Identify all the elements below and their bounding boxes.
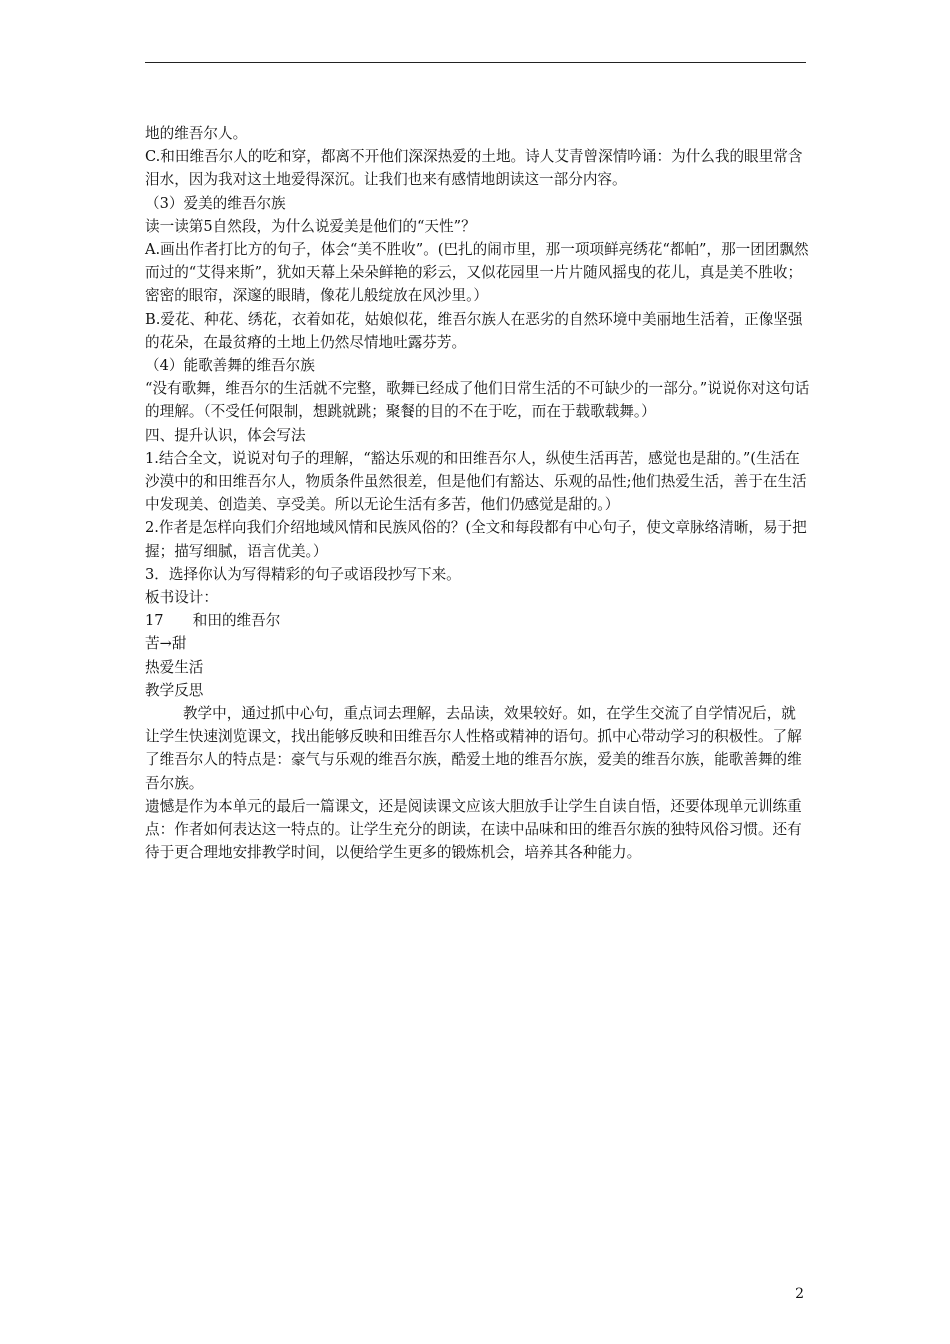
section-heading-4: （4）能歌善舞的维吾尔族 — [145, 357, 315, 375]
paragraph-item-3: 3．选择你认为写得精彩的句子或语段抄写下来。 — [145, 565, 461, 583]
document-body — [145, 122, 810, 865]
section-heading-3: （3）爱美的维吾尔族 — [145, 194, 286, 212]
paragraph-item-2: 2.作者是怎样向我们介绍地域风情和民族风俗的？(全文和每段都有中心句子，使文章脉络清晰，易于把握；描写细腻，语言优美。） — [145, 519, 807, 560]
section-heading-iv: 四、提升认识，体会写法 — [145, 426, 306, 444]
paragraph-1: 地的维吾尔人。 — [145, 125, 248, 142]
board-design-line-1: 苦→甜 — [145, 635, 187, 653]
reflection-heading: 教学反思 — [145, 681, 204, 699]
paragraph-item-1: 1.结合全文，说说对句子的理解，“豁达乐观的和田维吾尔人，纵使生活再苦，感觉也是甜的。”(生活在沙漠中的和田维吾尔人，物质条件虽然很差，但是他们有豁达、乐观的品性;他们热爱生活，善于在生活中发现美、创造美、享受美。所以无论生活有多苦，他们仍感觉是甜的。） — [145, 449, 807, 514]
paragraph-c: C.和田维吾尔人的吃和穿，都离不开他们深深热爱的土地。诗人艾青曾深情吟诵：为什么我的眼里常含泪水，因为我对这土地爱得深沉。让我们也来有感情地朗读这一部分内容。 — [145, 148, 803, 189]
paragraph-a: A.画出作者打比方的句子，体会“美不胜收”。(巴扎的闹市里，那一项项鲜亮绣花“都帕”，那一团团飘然而过的“艾得来斯”，犹如天幕上朵朵鲜艳的彩云，又似花园里一片片随风摇曳的花儿，真是美不胜收；密密的眼帘，深邃的眼睛，像花儿般绽放在风沙里。） — [145, 241, 809, 305]
board-design-title: 17 和田的维吾尔 — [145, 612, 281, 630]
page-number: 2 — [795, 1286, 804, 1302]
reflection-paragraph-2: 遗憾是作为本单元的最后一篇课文，还是阅读课文应该大胆放手让学生自读自悟，还要体现单元训练重点：作者如何表达这一特点的。让学生充分的朗读，在读中品味和田的维吾尔族的独特风俗习惯。还有待于更合理地安排教学时间，以便给学生更多的锻炼机会，培养其各种能力。 — [145, 797, 802, 862]
paragraph-quote: “没有歌舞，维吾尔的生活就不完整，歌舞已经成了他们日常生活的不可缺少的一部分。”说说你对这句话的理解。（不受任何限制，想跳就跳；聚餐的目的不在于吃，而在于载歌载舞。） — [145, 380, 810, 421]
board-design-label: 板书设计： — [145, 589, 218, 607]
header-rule — [145, 62, 806, 63]
board-design-line-2: 热爱生活 — [145, 658, 204, 676]
reflection-paragraph-1: 教学中，通过抓中心句，重点词去理解，去品读，效果较好。如，在学生交流了自学情况后，就让学生快速浏览课文，找出能够反映和田维吾尔人性格或精神的语句。抓中心带动学习的积极性。了解了维吾尔人的特点是：豪气与乐观的维吾尔族，酷爱土地的维吾尔族，爱美的维吾尔族，能歌善舞的维吾尔族。 — [145, 705, 802, 792]
paragraph-b: B.爱花、种花、绣花，衣着如花，姑娘似花，维吾尔族人在恶劣的自然环境中美丽地生活着，正像坚强的花朵，在最贫瘠的土地上仍然尽情地吐露芬芳。 — [145, 310, 803, 351]
paragraph-question-5: 读一读第5自然段，为什么说爱美是他们的“天性”？ — [145, 217, 476, 235]
